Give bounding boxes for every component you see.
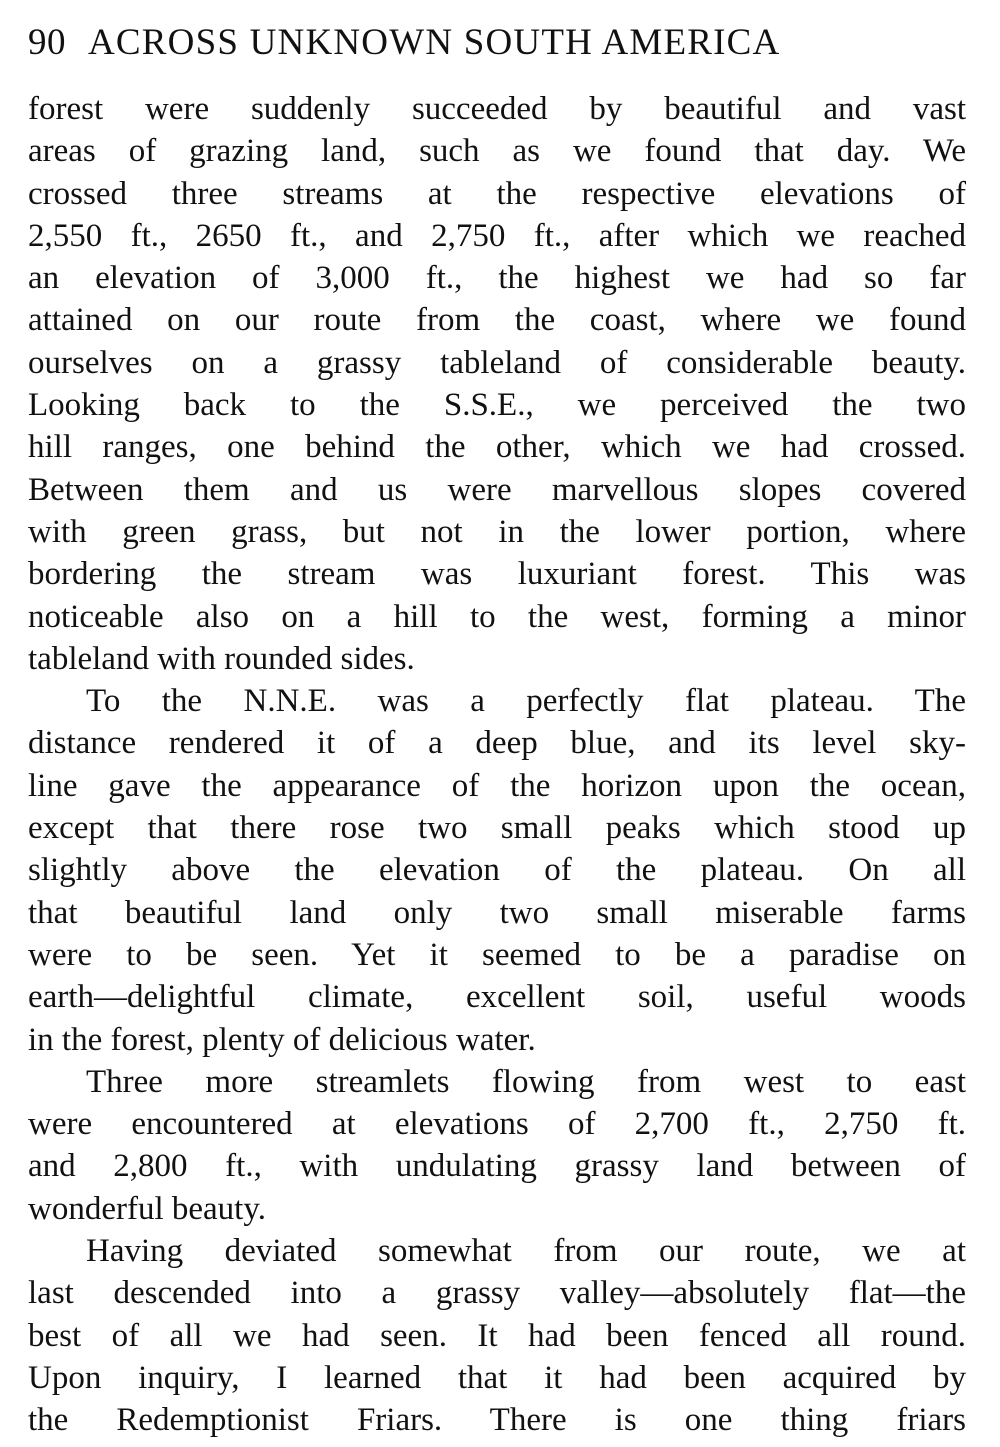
text-line: hill ranges, one behind the other, which we had crossed. (28, 429, 966, 466)
text-line: line gave the appearance of the horizon upon the ocean, (28, 767, 966, 804)
text-line: an elevation of 3,000 ft., the highest we had so far (28, 260, 966, 297)
text-line: earth—delightful climate, excellent soil, useful woods (28, 979, 966, 1016)
text-line: were to be seen. Yet it seemed to be a paradise on (28, 936, 966, 973)
text-line: wonderful beauty. (28, 1190, 266, 1227)
text-line: Three more streamlets flowing from west to east (86, 1063, 966, 1100)
text-line: bordering the stream was luxuriant forest. This was (28, 556, 966, 593)
text-line: were encountered at elevations of 2,700 ft., 2,750 ft. (28, 1106, 966, 1143)
text-line: the Redemptionist Friars. There is one thing friars (28, 1402, 966, 1439)
text-line: best of all we had seen. It had been fenced all round. (28, 1317, 966, 1354)
text-line: forest were suddenly succeeded by beautiful and vast (28, 91, 966, 127)
page-number: 90 (28, 22, 66, 63)
text-line: except that there rose two small peaks which stood up (28, 810, 966, 847)
text-line: crossed three streams at the respective elevations of (28, 175, 966, 212)
text-line: noticeable also on a hill to the west, forming a minor (28, 598, 966, 635)
text-line: distance rendered it of a deep blue, and its level sky- (28, 725, 966, 762)
text-line: in the forest, plenty of delicious water. (28, 1021, 536, 1058)
text-line: with green grass, but not in the lower portion, where (28, 513, 966, 550)
page-header (28, 20, 966, 66)
paragraph-2 (28, 680, 966, 1061)
text-line: areas of grazing land, such as we found that day. We (28, 133, 966, 170)
text-line: ourselves on a grassy tableland of considerable beauty. (28, 344, 966, 381)
text-line: slightly above the elevation of the plateau. On all (28, 852, 966, 889)
text-line: last descended into a grassy valley—absolutely flat—the (28, 1275, 966, 1312)
text-line: Looking back to the S.S.E., we perceived the two (28, 387, 966, 424)
text-line: tableland with rounded sides. (28, 640, 415, 677)
text-line: To the N.N.E. was a perfectly flat plateau. The (86, 683, 966, 720)
paragraph-3 (28, 1061, 966, 1230)
book-page (28, 20, 966, 1442)
text-line: Between them and us were marvellous slopes covered (28, 471, 966, 508)
text-line: that beautiful land only two small miserable farms (28, 894, 966, 931)
paragraph-1 (28, 88, 966, 680)
text-line: Having deviated somewhat from our route, we at (86, 1233, 966, 1270)
running-title: ACROSS UNKNOWN SOUTH AMERICA (88, 22, 781, 63)
text-line: Upon inquiry, I learned that it had been acquired by (28, 1359, 966, 1396)
text-line: and 2,800 ft., with undulating grassy land between of (28, 1148, 966, 1185)
text-line: 2,550 ft., 2650 ft., and 2,750 ft., after which we reached (28, 217, 966, 254)
text-line: attained on our route from the coast, where we found (28, 302, 966, 339)
paragraph-4 (28, 1230, 966, 1441)
